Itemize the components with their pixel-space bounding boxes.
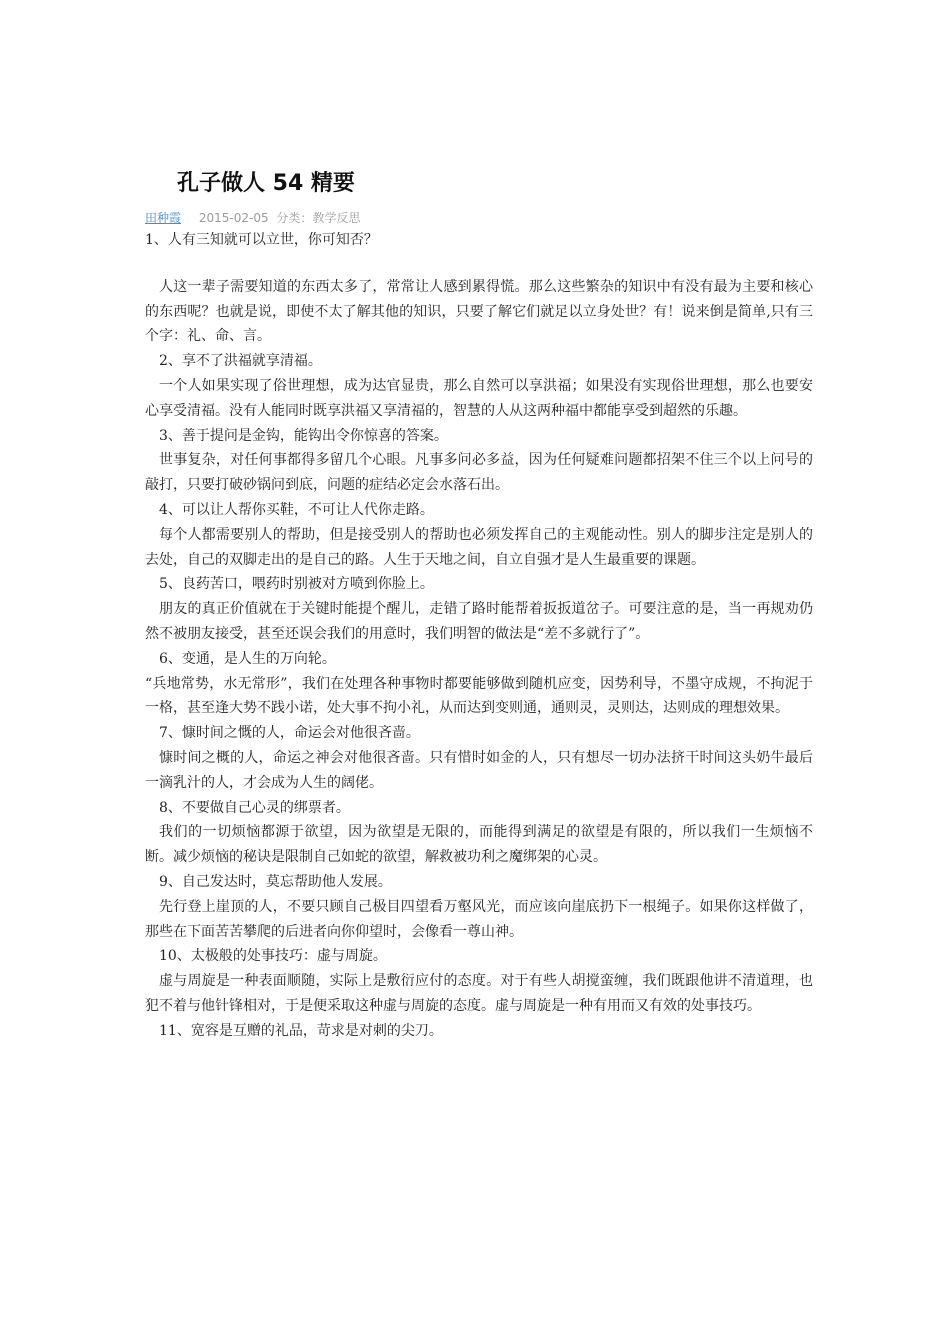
section-heading: 5、良药苦口，喂药时别被对方喷到你脸上。 [159, 576, 434, 593]
section-heading: 8、不要做自己心灵的绑票者。 [159, 799, 350, 816]
section-heading: 9、自己发达时，莫忘帮助他人发展。 [159, 873, 392, 890]
section-heading: 4、可以让人帮你买鞋，不可让人代你走路。 [159, 501, 434, 518]
section-body: 先行登上崖顶的人，不要只顾自己极目四望看万壑风光，而应该向崖底扔下一根绳子。如果你这样做了，那些在下面苦苦攀爬的后进者向你仰望时，会像看一尊山神。 [145, 898, 813, 940]
section-body: 一个人如果实现了俗世理想，成为达官显贵，那么自然可以享洪福；如果没有实现俗世理想，那么也要安心享受清福。没有人能同时既享洪福又享清福的，智慧的人从这两种福中都能享受到超然的乐趣。 [145, 377, 813, 419]
section-heading: 3、善于提问是金钩，能钩出令你惊喜的答案。 [159, 427, 448, 444]
category-label: 分类： [276, 211, 313, 225]
section-body: 人这一辈子需要知道的东西太多了，常常让人感到累得慌。那么这些繁杂的知识中有没有最为主要和核心的东西呢？也就是说，即使不太了解其他的知识，只要了解它们就足以立身处世？有！说来倒是简单,只有三个字：礼、命、言。 [145, 278, 813, 345]
section-body: 世事复杂，对任何事都得多留几个心眼。凡事多问必多益，因为任何疑难问题都招架不住三个以上问号的敲打，只要打破砂锅问到底，问题的症结必定会水落石出。 [145, 452, 813, 494]
article-title: 孔子做人 54 精要 [177, 171, 355, 196]
section-body: “兵地常势，水无常形”，我们在处理各种事物时都要能够做到随机应变，因势利导，不墨守成规，不拘泥于一格，甚至逢大势不践小诺，处大事不拘小礼，从而达到变则通，通则灵，灵则达，达则成的理想效果。 [145, 675, 813, 717]
section-body: 慷时间之概的人，命运之神会对他很吝啬。只有惜时如金的人，只有想尽一切办法挤干时间这头奶牛最后一滴乳汁的人，才会成为人生的阔佬。 [145, 749, 813, 791]
category-value: 教学反思 [312, 211, 361, 225]
section-heading: 6、变通，是人生的万向轮。 [159, 650, 336, 667]
section-heading: 11、宽容是互赠的礼品，苛求是对刺的尖刀。 [159, 1022, 443, 1039]
article-meta [145, 208, 813, 228]
section-heading: 2、享不了洪福就享清福。 [159, 353, 322, 370]
author-link[interactable]: 田种霞 [145, 211, 182, 225]
article [145, 168, 813, 1044]
section-body: 每个人都需要别人的帮助，但是接受别人的帮助也必须发挥自己的主观能动性。别人的脚步注定是别人的去处，自己的双脚走出的是自己的路。人生于天地之间，自立自强才是人生最重要的课题。 [145, 526, 813, 568]
section-heading: 7、慷时间之慨的人，命运会对他很吝啬。 [159, 725, 420, 742]
section-heading: 10、太极般的处事技巧：虚与周旋。 [159, 948, 387, 965]
section-body: 我们的一切烦恼都源于欲望，因为欲望是无限的，而能得到满足的欲望是有限的，所以我们一生烦恼不断。减少烦恼的秘诀是限制自己如蛇的欲望，解救被功利之魔绑架的心灵。 [145, 824, 813, 866]
publish-date: 2015-02-05 [198, 211, 269, 225]
section-body: 朋友的真正价值就在于关键时能提个醒儿，走错了路时能帮着扳扳道岔子。可要注意的是，当一再规劝仍然不被朋友接受，甚至还误会我们的用意时，我们明智的做法是“差不多就行了”。 [145, 601, 813, 642]
section-body: 虚与周旋是一种表面顺随，实际上是敷衍应付的态度。对于有些人胡搅蛮缠，我们既跟他讲不清道理，也犯不着与他针锋相对，于是便采取这种虚与周旋的态度。虚与周旋是一种有用而又有效的处事技巧。 [145, 973, 813, 1014]
section-heading: 1、人有三知就可以立世，你可知否？ [145, 232, 378, 248]
blank-line [145, 253, 813, 275]
